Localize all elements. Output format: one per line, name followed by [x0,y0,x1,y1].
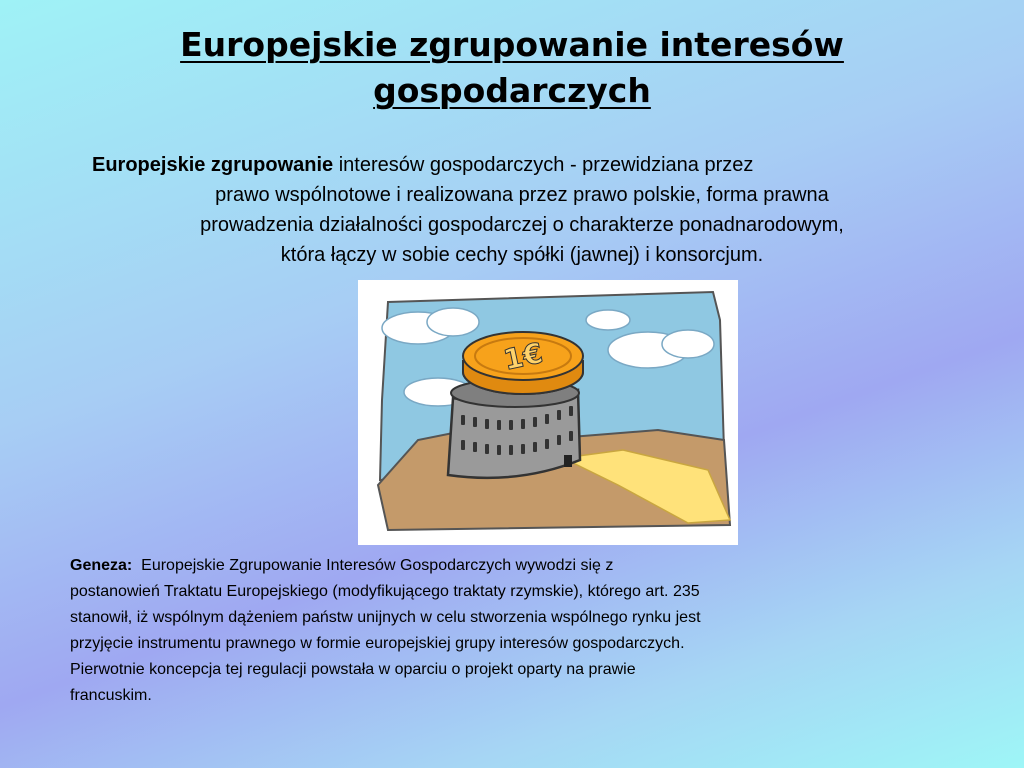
definition-line-4: która łączy w sobie cechy spółki (jawnej) i konsorcjum. [280,244,764,266]
definition-line-1 [92,150,952,180]
definition-term: Europejskie zgrupowanie [92,154,334,176]
coin-label: 1€ [500,336,546,377]
genesis-line-2: postanowień Traktatu Europejskiego (modyfikującego traktaty rzymskie), którego art. 235 [70,583,700,600]
genesis-line-5: Pierwotnie koncepcja tej regulacji powstała w oparciu o projekt oparty na prawie [70,661,636,678]
genesis-line-1 [70,553,950,579]
slide-title [60,22,964,114]
definition-line-2: prawo wspólnotowe i realizowana przez prawo polskie, forma prawna [215,184,829,206]
genesis-line-1-text: Europejskie Zgrupowanie Interesów Gospodarczych wywodzi się z [132,557,614,574]
genesis-paragraph [70,553,950,709]
euro-coin-tower-icon [358,280,738,545]
definition-line-3: prowadzenia działalności gospodarczej o charakterze ponadnarodowym, [200,214,844,236]
genesis-line-6: francuskim. [70,687,152,704]
slide-title-line-2: gospodarczych [373,71,651,110]
definition-line-1-rest: interesów gospodarczych - przewidziana przez [333,154,754,176]
genesis-line-3: stanowił, iż wspólnym dążeniem państw unijnych w celu stworzenia wspólnego rynku jest [70,609,701,626]
definition-paragraph [92,150,952,270]
euro-coin-illustration [358,280,738,545]
tower-door [564,455,572,467]
slide-title-line-1: Europejskie zgrupowanie interesów [180,25,844,64]
genesis-line-4: przyjęcie instrumentu prawnego w formie europejskiej grupy interesów gospodarczych. [70,635,685,652]
genesis-label: Geneza: [70,557,133,574]
